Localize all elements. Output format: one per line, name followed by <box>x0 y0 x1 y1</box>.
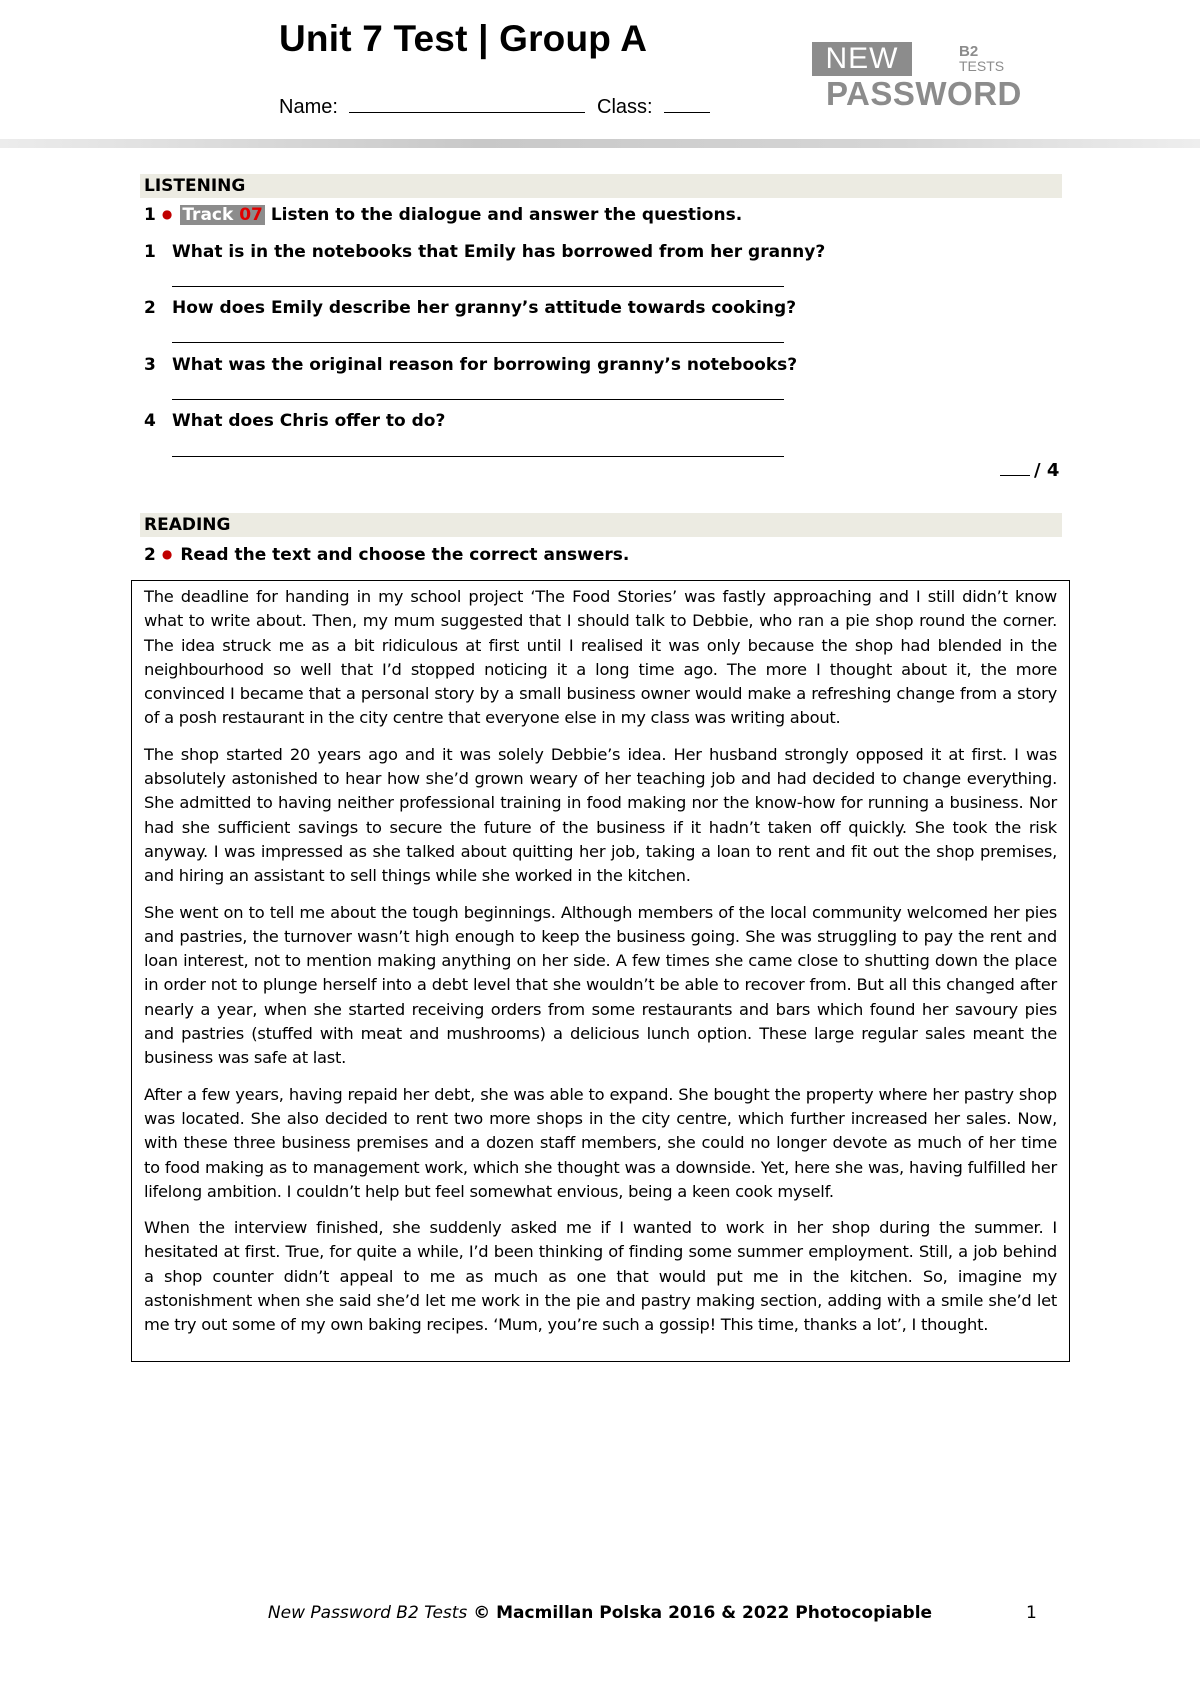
footer-book-title: New Password B2 Tests <box>267 1603 468 1623</box>
answer-line-3[interactable] <box>172 399 784 400</box>
question-1 <box>144 242 825 262</box>
logo-new: NEW <box>812 42 912 76</box>
track-number: 07 <box>239 205 263 225</box>
track-word: Track <box>182 205 234 225</box>
listening-instruction <box>144 205 742 225</box>
score-total: / 4 <box>1034 460 1060 481</box>
logo-tests: TESTS <box>959 58 1005 74</box>
reading-paragraph: The shop started 20 years ago and it was solely Debbie’s idea. Her husband strongly opposed it at first. I was absolutely astonished to hear how she’d grown weary of her teaching job and had decided to change everything. She admitted to having neither professional training in food making nor the know-how for running a business. Nor had she sufficient savings to secure the future of the business if it hadn’t taken off quickly. She took the risk anyway. I was impressed as she talked about quitting her job, taking a loan to rent and fit out the shop premises, and hiring an assistant to sell things while she worked in the kitchen. <box>144 744 1057 886</box>
track-label[interactable] <box>180 205 265 225</box>
reading-paragraph: She went on to tell me about the tough beginnings. Although members of the local community welcomed her pies and pastries, the turnover wasn’t high enough to keep the business going. She was struggling to pay the rent and loan interest, not to mention making anything on her side. A few times she came close to shutting down the place in order not to plunge herself into a debt level that she wouldn’t be able to recover from. But all this changed after nearly a year, when she started receiving orders from some restaurants and bars which found her savoury pies and pastries (stuffed with meat and mushrooms) a delicious lunch option. These large regular sales meant the business was safe at last. <box>144 902 1057 1068</box>
logo-password: PASSWORD <box>826 75 1022 112</box>
name-field[interactable] <box>349 96 585 113</box>
question-number: 4 <box>144 411 156 431</box>
question-text: What does Chris offer to do? <box>172 411 446 431</box>
instruction-text: Read the text and choose the correct answers. <box>180 545 630 565</box>
reading-instruction <box>144 545 629 565</box>
footer-rights: © Macmillan Polska 2016 & 2022 Photocopiable <box>467 1603 933 1623</box>
class-field[interactable] <box>664 96 710 113</box>
score-field[interactable] <box>1000 475 1030 476</box>
answer-line-2[interactable] <box>172 342 784 343</box>
reading-paragraph: After a few years, having repaid her debt, she was able to expand. She bought the property where her pastry shop was located. She also decided to rent two more shops in the city centre, which further increased her sales. Now, with these three business premises and a dozen staff members, she could no longer devote as much of her time to food making as to management work, which she thought was a downside. Yet, here she was, having fulfilled her lifelong ambition. I couldn’t help but feel somewhat envious, being a keen cook myself. <box>144 1084 1057 1201</box>
question-text: How does Emily describe her granny’s attitude towards cooking? <box>172 298 797 318</box>
question-number: 3 <box>144 355 156 375</box>
listening-heading: LISTENING <box>140 174 1062 198</box>
exercise-icon: ● <box>161 547 173 561</box>
reading-text-box <box>131 580 1070 1362</box>
question-number: 1 <box>144 242 156 262</box>
exercise-number: 1 <box>144 205 156 225</box>
header-divider <box>0 139 1200 148</box>
reading-paragraph: The deadline for handing in my school project ‘The Food Stories’ was fastly approaching and I still didn’t know what to write about. Then, my mum suggested that I should talk to Debbie, who ran a pie shop round the corner. The idea struck me as a bit ridiculous at first until I realised it was only because the shop had blended in the neighbourhood so well that I’d stopped noticing it a long time ago. The more I thought about it, the more convinced I became that a personal story by a small business owner would make a refreshing change from a story of a posh restaurant in the city centre that everyone else in my class was writing about. <box>144 587 1057 728</box>
reading-paragraph: When the interview finished, she suddenly asked me if I wanted to work in her shop during the summer. I hesitated at first. True, for quite a while, I’d been thinking of finding some summer employment. Still, a job behind a shop counter didn’t appeal to me as much as one that would put me in the kitchen. So, imagine my astonishment when she said she’d let me work in the pie and pastry making section, adding with a smile she’d let me try out some of my own baking recipes. ‘Mum, you’re such a gossip! This time, thanks a lot’, I thought. <box>144 1218 1057 1335</box>
listening-score <box>1000 460 1059 481</box>
name-class-row <box>279 96 710 119</box>
audio-icon: ● <box>161 207 173 221</box>
class-label: Class: <box>597 96 653 118</box>
footer-copyright <box>0 1603 1200 1623</box>
answer-line-4[interactable] <box>172 456 784 457</box>
question-3 <box>144 355 797 375</box>
reading-heading: READING <box>140 513 1062 537</box>
question-2 <box>144 298 796 318</box>
question-number: 2 <box>144 298 156 318</box>
logo-b2: B2 <box>959 43 979 60</box>
page-number: 1 <box>1026 1603 1037 1623</box>
question-4 <box>144 411 445 431</box>
question-text: What is in the notebooks that Emily has borrowed from her granny? <box>172 242 826 262</box>
name-label: Name: <box>279 96 338 118</box>
question-text: What was the original reason for borrowing granny’s notebooks? <box>172 355 798 375</box>
page-title: Unit 7 Test | Group A <box>279 18 648 59</box>
new-password-logo <box>812 42 1022 112</box>
instruction-text: Listen to the dialogue and answer the questions. <box>270 205 743 225</box>
answer-line-1[interactable] <box>172 286 784 287</box>
exercise-number: 2 <box>144 545 156 565</box>
